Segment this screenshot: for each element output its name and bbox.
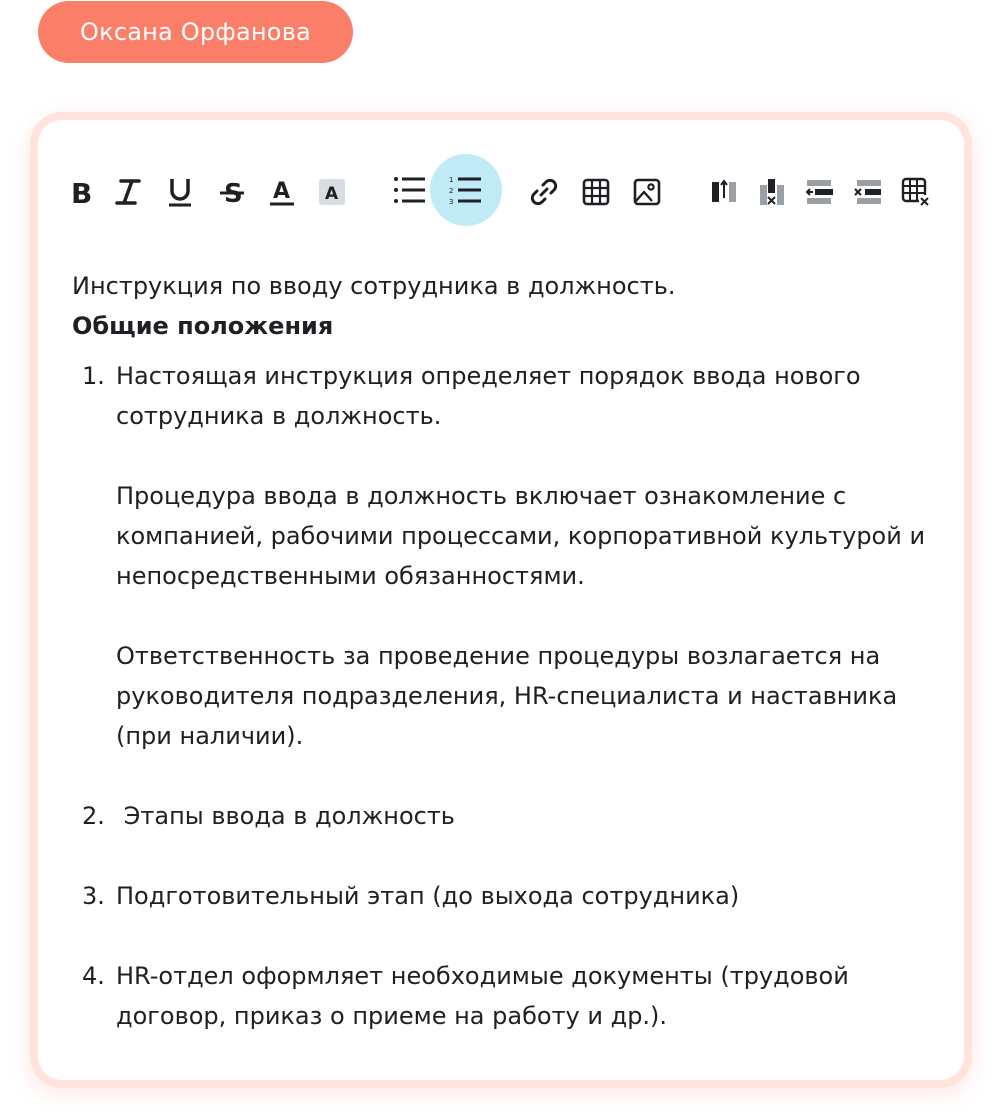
svg-text:1: 1 [449, 176, 454, 184]
list-item-text: Подготовительный этап (до выхода сотрудника) [116, 882, 740, 910]
italic-button[interactable] [110, 174, 146, 210]
underline-button[interactable] [162, 174, 198, 210]
list-item [72, 876, 934, 956]
numbered-list-button[interactable] [448, 172, 484, 208]
list-item-text: Ответственность за проведение процедуры возлагается на руководителя подразделения, HR-специалиста и наставника (при наличии). [116, 642, 898, 750]
numbered-list [72, 356, 934, 1036]
highlight-icon [317, 177, 347, 207]
underline-icon [165, 176, 195, 208]
editor-frame [30, 112, 972, 1088]
delete-column-icon [758, 177, 786, 207]
svg-text:A: A [325, 184, 339, 204]
highlight-button[interactable] [314, 174, 350, 210]
text-color-button[interactable] [264, 174, 300, 210]
section-heading: Общие положения [72, 312, 334, 340]
list-item-text: Процедура ввода в должность включает ознакомление с компанией, рабочими процессами, корпоративной культурой и непосредственными обязанностями. [116, 482, 926, 590]
user-name-badge[interactable]: Оксана Орфанова [38, 1, 353, 63]
delete-column-button[interactable] [754, 174, 790, 210]
list-item-number: 4. [82, 962, 105, 990]
svg-text:2: 2 [449, 187, 454, 195]
delete-table-button[interactable] [898, 174, 934, 210]
list-item-text: Этапы ввода в должность [116, 802, 455, 830]
list-item [72, 356, 934, 796]
insert-row-before-button[interactable] [802, 174, 838, 210]
image-icon [633, 178, 661, 206]
italic-icon [113, 177, 143, 207]
strikethrough-button[interactable] [214, 174, 250, 210]
insert-column-before-button[interactable] [706, 174, 742, 210]
list-item [72, 956, 934, 1036]
bold-icon [67, 177, 97, 207]
strikethrough-icon [217, 176, 247, 208]
bold-button[interactable] [64, 174, 100, 210]
delete-row-icon [853, 178, 883, 206]
rich-text-editor[interactable] [38, 120, 964, 1080]
document-intro: Инструкция по вводу сотрудника в должность. [72, 272, 676, 300]
bullet-list-button[interactable] [392, 172, 428, 208]
image-button[interactable] [629, 174, 665, 210]
table-icon [582, 178, 610, 206]
svg-text:3: 3 [449, 198, 454, 206]
list-item [72, 796, 934, 876]
editor-content[interactable] [72, 266, 934, 1036]
list-item-number: 2. [82, 802, 105, 830]
insert-row-before-icon [805, 178, 835, 206]
svg-text:B: B [71, 177, 93, 207]
insert-column-before-icon [710, 178, 738, 206]
delete-row-button[interactable] [850, 174, 886, 210]
link-button[interactable] [526, 174, 562, 210]
list-item-text: HR-отдел оформляет необходимые документы (трудовой договор, приказ о приеме на работу и др.). [116, 962, 849, 1030]
editor-toolbar [38, 120, 964, 250]
list-item-text: Настоящая инструкция определяет порядок ввода нового сотрудника в должность. [116, 362, 861, 430]
link-icon [529, 177, 559, 207]
bullet-list-icon [393, 174, 427, 206]
numbered-list-icon [449, 174, 483, 206]
svg-text:A: A [273, 179, 291, 204]
table-button[interactable] [578, 174, 614, 210]
svg-text:S: S [224, 179, 243, 208]
list-item-number: 1. [82, 362, 105, 390]
delete-table-icon [901, 177, 931, 207]
list-item-number: 3. [82, 882, 105, 910]
text-color-icon [267, 176, 297, 208]
